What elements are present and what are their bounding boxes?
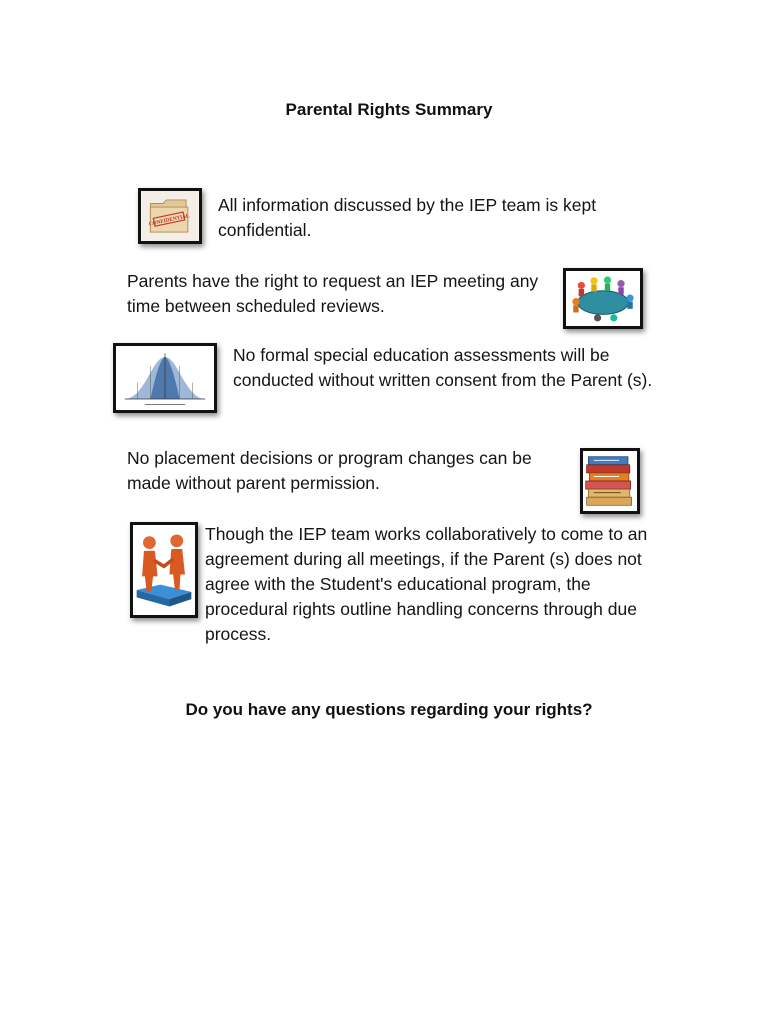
item-text-assessments: No formal special education assessments will be conducted without written consent from the Parent (s). [233, 345, 653, 390]
item-text-confidential: All information discussed by the IEP team is kept confidential. [218, 195, 597, 240]
item-text-placement: No placement decisions or program changes can be made without parent permission. [127, 448, 532, 493]
meeting-table-icon [563, 268, 643, 329]
page-title: Parental Rights Summary [285, 100, 493, 119]
handshake-puzzle-icon [130, 522, 198, 618]
confidential-folder-icon [138, 188, 202, 244]
item-text-due-process: Though the IEP team works collaboratively to come to an agreement during all meetings, if the Parent (s) does not agree with the Student's educational program, the procedural rights outline handling concerns through due process. [205, 524, 648, 644]
bell-curve-icon [113, 343, 217, 413]
stamp-text: CONFIDENTIAL [148, 213, 191, 228]
item-text-request-meeting: Parents have the right to request an IEP meeting any time between scheduled reviews. [127, 271, 539, 316]
closing-question: Do you have any questions regarding your rights? [185, 700, 593, 719]
book-stack-icon [580, 448, 640, 514]
